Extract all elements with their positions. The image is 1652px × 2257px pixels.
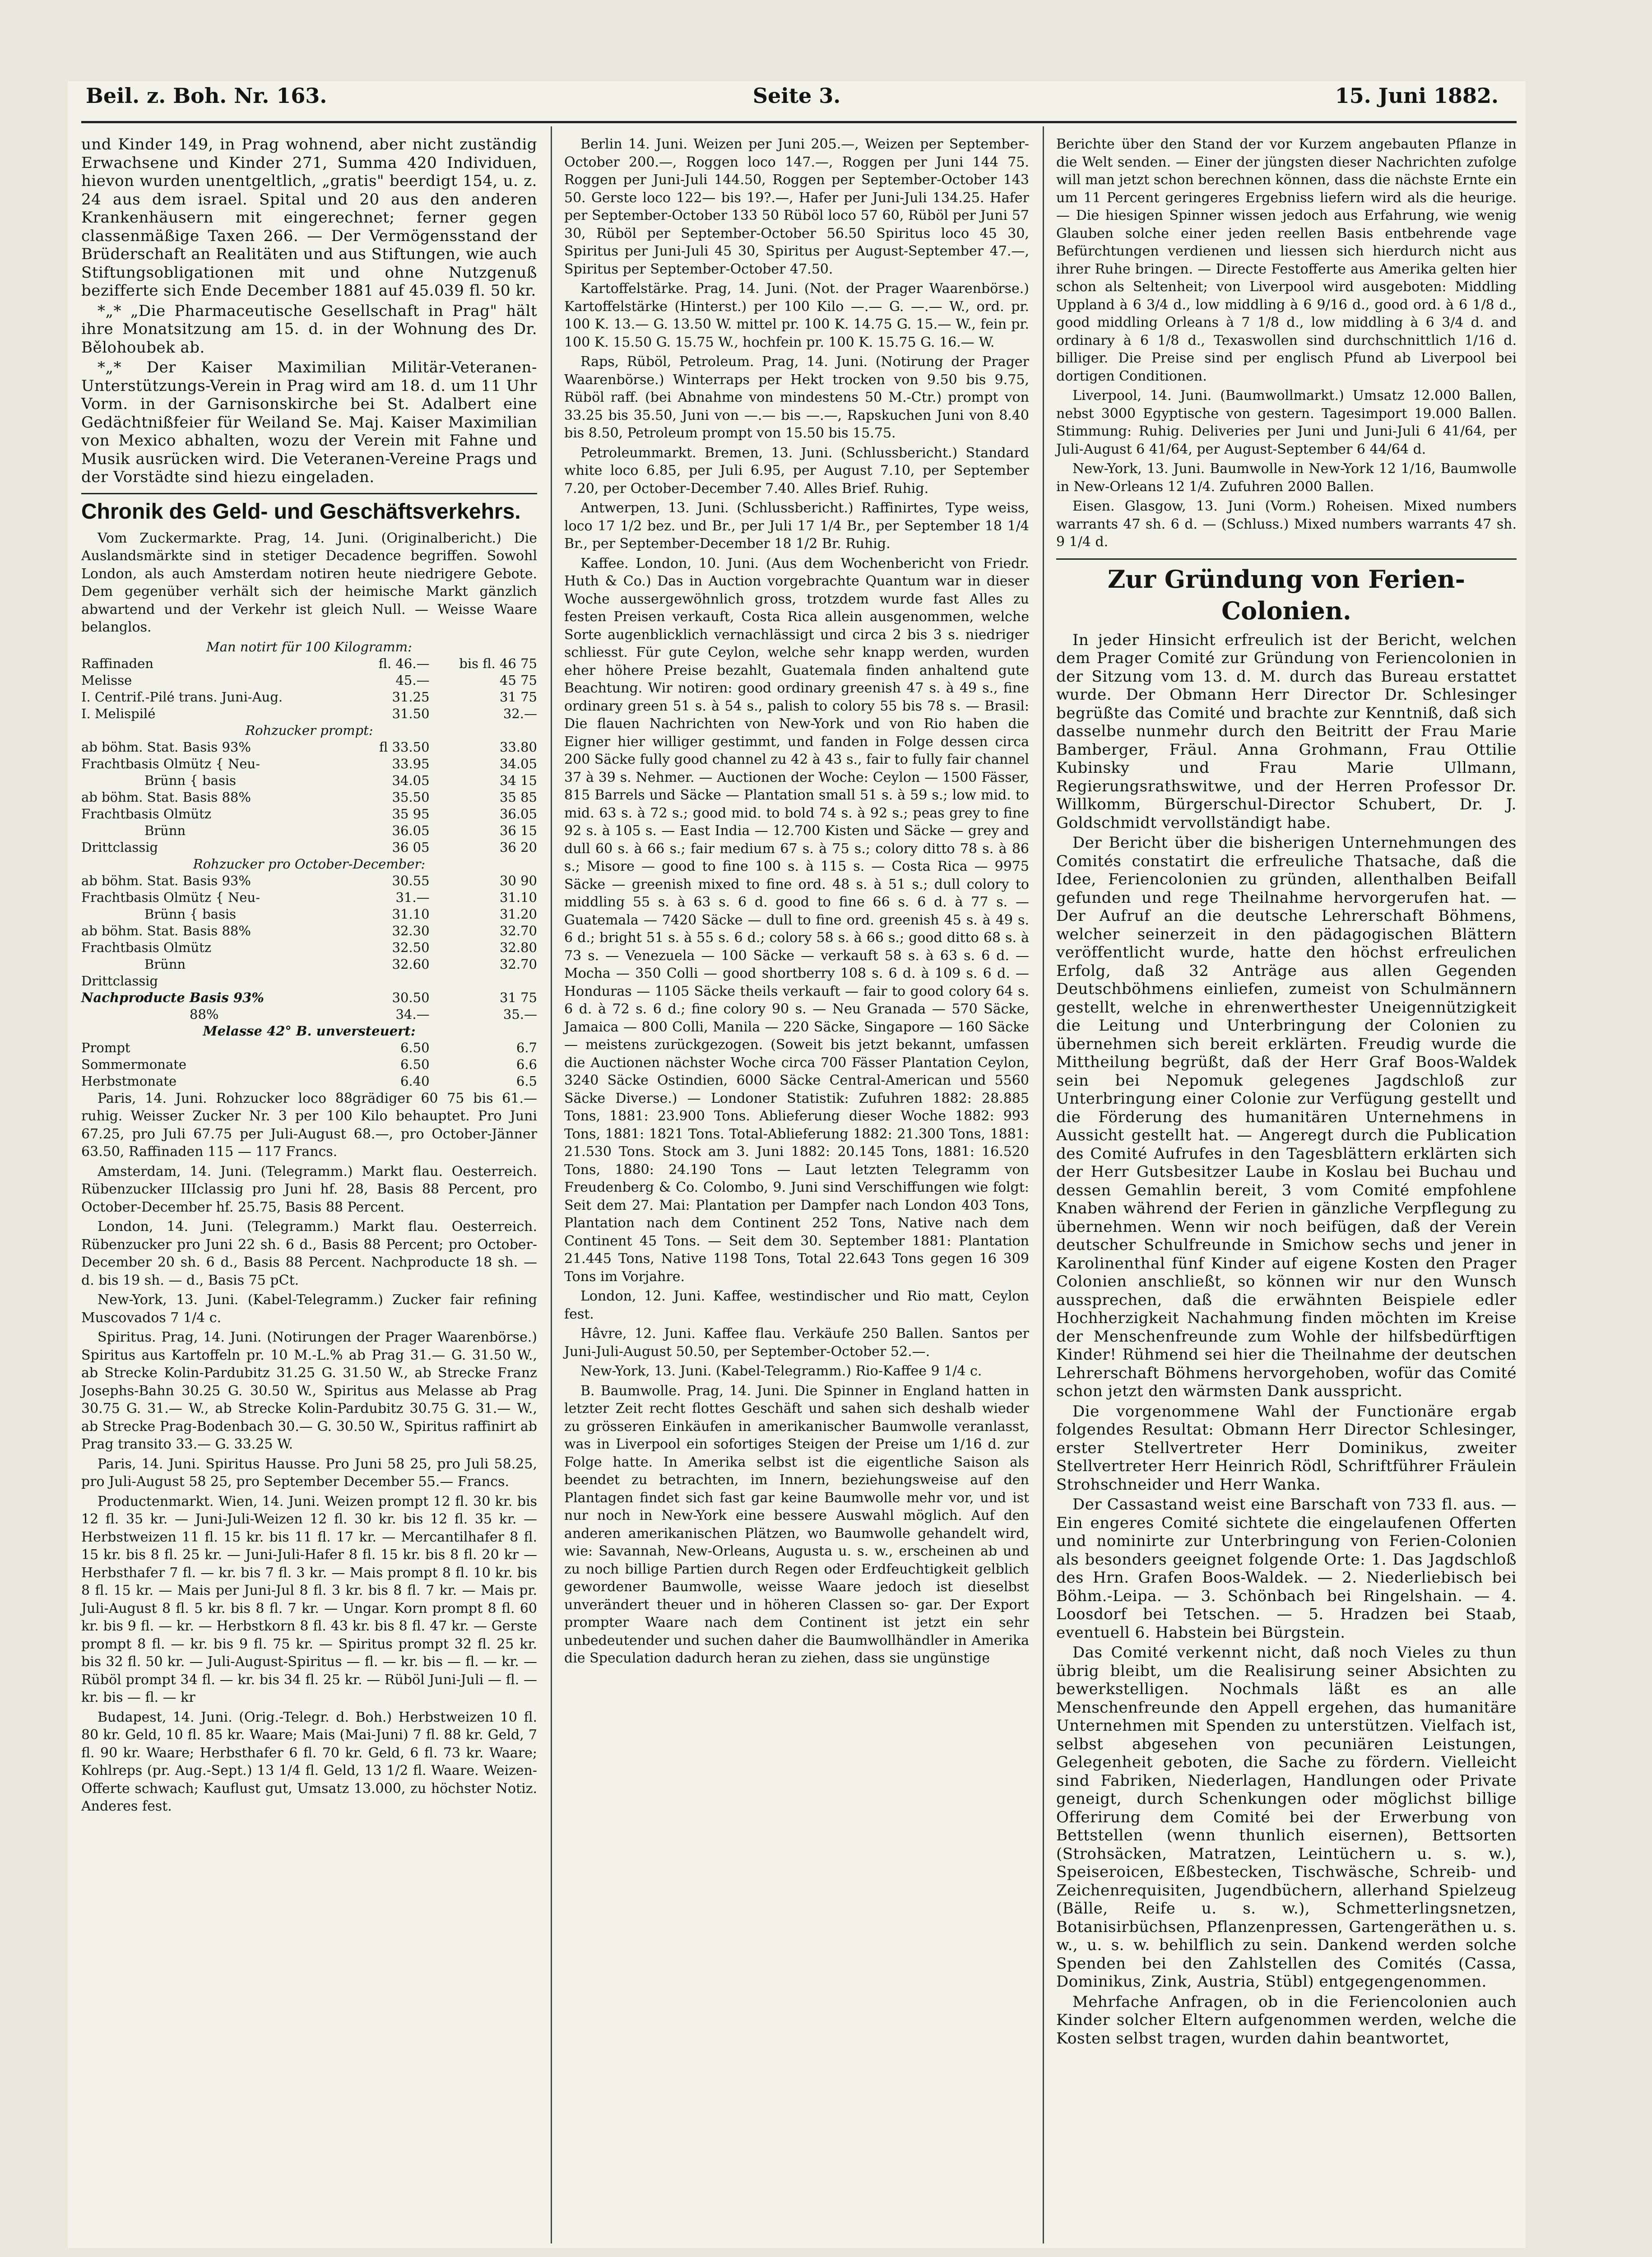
article-text: Antwerpen, 13. Juni. (Schlussbericht.) Raffinirtes, Type weiss, loco 17 1/2 bez. und Br., per Juli 17 1/4 Br., per September 18 1/4 Br., per September-December 18 1/2 Br. Ruhig.	[564, 500, 1029, 552]
column-3	[1056, 135, 1517, 2049]
table-row: ab böhm. Stat. Basis 93% fl 33.50 33.80	[81, 739, 537, 755]
article-text: Kartoffelstärke. Prag, 14. Juni. (Not. der Prager Waarenbörse.) Kartoffelstärke (Hinterst.) per 100 Kilo —.— G. —.— W., ord. pr. 100 K. 13.— G. 13.50 W. mittel pr. 100 K. 14.75 G. 15.— W., fein pr. 100 K. 15.50 G. 15.75 W., hochfein pr. 100 K. 15.75 G. 16.— W.	[564, 281, 1029, 350]
article-text: London, 12. Juni. Kaffee, westindischer und Rio matt, Ceylon fest.	[564, 1288, 1029, 1322]
article-text: Amsterdam, 14. Juni. (Telegramm.) Markt flau. Oesterreich. Rübenzucker IIIclassig pro Juni hf. 28, Basis 88 Percent, pro October-December hf. 25.75, Basis 88 Percent.	[81, 1163, 537, 1215]
article-text: Paris, 14. Juni. Rohzucker loco 88grädiger 60 75 bis 61.— ruhig. Weisser Zucker Nr. 3 per 100 Kilo behauptet. Pro Juni 67.25, pro Juli 67.75 per Juli-August 68.—, pro October-Jänner 63.50, Raffinaden 115 — 117 Francs.	[81, 1090, 537, 1160]
table-subheading: Rohzucker pro October-December:	[193, 856, 426, 872]
table-row: ab böhm. Stat. Basis 93% 30.55 30 90	[81, 873, 537, 888]
table-row: Drittclassig 36 05 36 20	[81, 839, 537, 855]
article-text: Raps, Rüböl, Petroleum. Prag, 14. Juni. (Notirung der Prager Waarenbörse.) Winterraps per Hekt trocken von 9.50 bis 9.75, Rüböl raff. (bei Abnahme von mindestens 50 M.-Ctr.) prompt von 33.25 bis 35.50, Juni von —.— bis —.—, Rapskuchen Juni von 8.40 bis 8.50, Petroleum prompt von 15.50 bis 15.75.	[564, 354, 1029, 441]
table-row: Herbstmonate 6.40 6.5	[81, 1073, 537, 1089]
article-text: und Kinder 149, in Prag wohnend, aber nicht zuständig Erwachsene und Kinder 271, Summa 420 Individuen, hievon wurden unentgeltlich, „gratis" beerdigt 154, u. z. 24 aus dem israel. Spital und 20 aus den anderen Krankenhäusern mit eingerechnet; ferner gegen classenmäßige Taxen 266. — Der Vermögensstand der Brüderschaft an Realitäten und aus Stiftungen, wie auch Stiftungsobligationen mit und ohne Nutzgenuß bezifferte sich Ende December 1881 auf 45.039 fl. 50 kr.	[81, 135, 537, 300]
article-text: Spiritus. Prag, 14. Juni. (Notirungen der Prager Waarenbörse.) Spiritus aus Kartoffeln pr. 10 M.-L.% ab Prag 31.— G. 31.50 W., ab Strecke Kolin-Pardubitz 31.25 G. 31.50 W., ab Strecke Franz Josephs-Bahn 30.25 G. 30.50 W., Spiritus aus Melasse ab Prag 30.75 G. 31.— W., ab Strecke Kolin-Pardubitz 30.75 G. 31.— W., ab Strecke Prag-Bodenbach 30.— G. 30.50 W., Spiritus raffinirt ab Prag transito 33.— G. 33.25 W.	[81, 1329, 537, 1452]
header-rule	[81, 121, 1517, 123]
table-row: Brünn { basis 34.05 34 15	[144, 772, 537, 788]
issue-label: Beil. z. Boh. Nr. 163.	[86, 84, 327, 108]
table-row: I. Centrif.-Pilé trans. Juni-Aug. 31.25 31 75	[81, 689, 537, 705]
article-text: New-York, 13. Juni. (Kabel-Telegramm.) Zucker fair refining Muscovados 7 1/4 c.	[81, 1292, 537, 1326]
table-subheading: Melasse 42° B. unversteuert:	[203, 1023, 416, 1039]
article-text: New-York, 13. Juni. Baumwolle in New-York 12 1/16, Baumwolle in New-Orleans 12 1/4. Zufuhren 2000 Ballen.	[1056, 461, 1517, 495]
article-text: *„* „Die Pharmaceutische Gesellschaft in Prag" hält ihre Monatsitzung am 15. d. in der Wohnung des Dr. Bělohoubek ab.	[81, 302, 537, 357]
page-header	[68, 79, 1526, 115]
article-text: Hâvre, 12. Juni. Kaffee flau. Verkäufe 250 Ballen. Santos per Juni-Juli-August 50.50, per September-October 52.—.	[564, 1326, 1029, 1360]
table-row: ab böhm. Stat. Basis 88% 35.50 35 85	[81, 789, 537, 805]
table-row: Nachproducte Basis 93% 30.50 31 75	[81, 989, 537, 1005]
article-text: *„* Der Kaiser Maximilian Militär-Veteranen-Unterstützungs-Verein in Prag wird am 18. d. um 11 Uhr Vorm. in der Garnisonskirche bei St. Adalbert eine Gedächtnißfeier für Weiland Se. Maj. Kaiser Maximilian von Mexico abhalten, wozu der Verein mit Fahne und Musik ausrücken wird. Die Veteranen-Vereine Prags und der Vorstädte sind hiezu eingeladen.	[81, 358, 537, 486]
table-caption: Man notirt für 100 Kilogramm:	[206, 639, 412, 655]
table-row: Brünn 32.60 32.70	[144, 956, 537, 972]
table-row: Raffinaden fl. 46.— bis fl. 46 75	[81, 655, 537, 671]
article-text: Vom Zuckermarkte. Prag, 14. Juni. (Originalbericht.) Die Auslandsmärkte sind in stetiger Decadence begriffen. Sowohl London, als auch Amsterdam notiren heute niedrigere Gebote. Dem gegenüber verhält sich der heimische Markt gänzlich abwartend und der Verkehr ist gleich Null. — Weisse Waare belanglos.	[81, 530, 537, 635]
column-divider-2	[1043, 126, 1044, 2243]
article-text: New-York, 13. Juni. (Kabel-Telegramm.) Rio-Kaffee 9 1/4 c.	[580, 1363, 982, 1379]
page-number: Seite 3.	[752, 84, 841, 108]
article-text: Budapest, 14. Juni. (Orig.-Telegr. d. Boh.) Herbstweizen 10 fl. 80 kr. Geld, 10 fl. 85 kr. Waare; Mais (Mai-Juni) 7 fl. 88 kr. Geld, 7 fl. 90 kr. Waare; Herbsthafer 6 fl. 70 kr. Geld, 6 fl. 73 kr. Waare; Kohlreps (pr. Aug.-Sept.) 13 1/4 fl. Geld, 13 1/2 fl. Waare. Weizen-Offerte schwach; Kauflust gut, Umsatz 13.000, zu höchster Notiz. Anderes fest.	[81, 1709, 537, 1814]
article-text: Der Cassastand weist eine Barschaft von 733 fl. aus. — Ein engeres Comité sichtete die eingelaufenen Offerten und nominirte zur Unterbringung von Ferien-Colonien als besonders geeignet folgende Orte: 1. Das Jagdschloß des Hrn. Grafen Boos-Waldek. — 2. Niederliebisch bei Böhm.-Leipa. — 3. Schönbach bei Ringelshain. — 4. Loosdorf bei Tetschen. — 5. Hradzen bei Staab, eventuell 6. Habstein bei Bürgstein.	[1056, 1495, 1517, 1642]
column-2	[564, 135, 1029, 1669]
table-row: ab böhm. Stat. Basis 88% 32.30 32.70	[81, 923, 537, 938]
table-subheading: Rohzucker prompt:	[245, 722, 373, 738]
article-text: Berlin 14. Juni. Weizen per Juni 205.—, Weizen per September-October 200.—, Roggen loco 147.—, Roggen per Juni 144 75. Roggen per Juni-Juli 144.50, Roggen per September-October 143 50. Gerste loco 122— bis 19?.—, Hafer per Juni-Juli 134.25. Hafer per September-October 133 50 Rüböl loco 57 60, Rüböl per Juni 57 30, Rüböl per September-October 56.50 Spiritus loco 45 30, Spiritus per Juni-Juli 45 30, Spiritus per August-September 47.—, Spiritus per September-October 47.50.	[564, 136, 1029, 277]
article-text: Liverpool, 14. Juni. (Baumwollmarkt.) Umsatz 12.000 Ballen, nebst 3000 Egyptische von gestern. Tagesimport 19.000 Ballen. Stimmung: Ruhig. Deliveries per Juni und Juni-Juli 6 41/64, per Juli-August 6 41/64, per August-September 6 44/64 d.	[1056, 388, 1517, 457]
table-row: Brünn 36.05 36 15	[144, 822, 537, 838]
table-row: Brünn { basis 31.10 31.20	[144, 906, 537, 922]
article-text: Eisen. Glasgow, 13. Juni (Vorm.) Roheisen. Mixed numbers warrants 47 sh. 6 d. — (Schluss.) Mixed numbers warrants 47 sh. 9 1/4 d.	[1056, 498, 1517, 550]
article-text: Berichte über den Stand der vor Kurzem angebauten Pflanze in die Welt senden. — Einer der jüngsten dieser Nachrichten zufolge will man jetzt schon berechnen können, dass die nächste Ernte ein um 11 Percent geringeres Ergebniss liefern wird als die heurige. — Die hiesigen Spinner wissen jedoch aus Erfahrung, wie wenig Glauben solche einer jeden reellen Basis entbehrende vage Befürchtungen verdienen und liessen sich hierdurch nicht aus ihrer Ruhe bringen. — Directe Festofferte aus Amerika gelten hier schon als Seltenheit; von Liverpool wird ausgeboten: Middling Uppland à 6 3/4 d., low middling à 6 9/16 d., good ord. à 6 1/8 d., good middling Orleans à 7 1/8 d., low middling à 6 3/4 d. and ordinary à 6 1/8 d., Texaswollen sind durchschnittlich 1/16 d. billiger. Die Preise sind per englisch Pfund ab Liverpool bei dortigen Conditionen.	[1056, 136, 1517, 384]
article-text: B. Baumwolle. Prag, 14. Juni. Die Spinner in England hatten in letzter Zeit recht flottes Geschäft und sahen sich deshalb wieder zu grösseren Einkäufen in amerikanischer Baumwolle veranlasst, was in Liverpool ein sofortiges Steigen der Preise um 1/16 d. zur Folge hatte. In Amerika selbst ist die eigentliche Saison als beendet zu betrachten, im Innern, beziehungsweise auf den Plantagen findet sich fast gar keine Baumwolle mehr vor, und ist nur noch in New-York eine bessere Auswahl möglich. Auf den anderen amerikanischen Plätzen, wo Baumwolle gehandelt wird, wie: Savannah, New-Orleans, Augusta u. s. w., erscheinen ab und zu noch billige Partien durch Regen oder Erdfeuchtigkeit gelblich gewordener Baumwolle, weisse Waare jedoch ist dieselbst unverändert theuer und in höheren Classen so- gar. Der Export prompter Waare nach dem Continent ist jetzt ein sehr unbedeutender und suchen daher die Baumwollhändler in Amerika die Speculation dadurch heran zu ziehen, dass sie ungünstige	[564, 1383, 1029, 1666]
article-text: Der Bericht über die bisherigen Unternehmungen des Comités constatirt die erfreuliche Thatsache, daß die Idee, Feriencolonien zu gründen, allenthalben Beifall gefunden und rege Theilnahme hervorgerufen hat. — Der Aufruf an die deutsche Lehrerschaft Böhmens, welcher seinerzeit in den pädagogischen Blättern veröffentlicht wurde, hatte den höchst erfreulichen Erfolg, daß 32 Anträge aus allen Gegenden Deutschböhmens einliefen, zumeist von Schulmännern gestellt, welche in ehrenwerthester Uneigennützigkeit die Leitung und Unterbringung der Colonien zu übernehmen sich bereit erklärten. Freudig wurde die Mittheilung begrüßt, daß der Herr Graf Boos-Waldek sein bei Nepomuk gelegenes Jagdschloß zur Unterbringung einer Colonie zur Verfügung gestellt und die Förderung des humanitären Unternehmens in Aussicht gestellt hat. — Angeregt durch die Publication des Comité Aufrufes in den Tagesblättern erklärten sich der Herr Gutsbesitzer Laube in Koslau bei Buchau und dessen Gemahlin bereit, 3 vom Comité empfohlene Knaben während der Ferien in gänzliche Verpflegung zu übernehmen. Wenn wir noch beifügen, daß der Verein deutscher Schulfreunde in Smichow sechs und jener in Karolinenthal fünf Kinder auf eigene Kosten den Prager Colonien anschließt, so können wir nur den Wunsch aussprechen, daß die erwähnten Beispiele edler Hochherzigkeit Nachahmung finden möchten im Kreise der Menschenfreunde zum Wohle der hilfsbedürftigen Kinder! Rühmend sei hier die Theilnahme der deutschen Lehrerschaft Böhmens hervorgehoben, wofür das Comité schon jetzt den wärmsten Dank ausspricht.	[1056, 834, 1517, 1400]
table-row: Frachtbasis Olmütz { Neu- 33.95 34.05	[81, 756, 537, 771]
article-text: Paris, 14. Juni. Spiritus Hausse. Pro Juni 58 25, pro Juli 58.25, pro Juli-August 58 25, pro September December 55.— Francs.	[81, 1456, 537, 1490]
table-row: Frachtbasis Olmütz 35 95 36.05	[81, 806, 537, 822]
article-text: In jeder Hinsicht erfreulich ist der Bericht, welchen dem Prager Comité zur Gründung von Feriencolonien in der Sitzung vom 13. d. M. durch das Bureau erstattet wurde. Der Obmann Herr Director Dr. Schlesinger begrüßte das Comité und brachte zur Kenntniß, daß sich dasselbe nunmehr durch den Beitritt der Frau Marie Bamberger, Fräul. Anna Grohmann, Frau Ottilie Kubinsky und Frau Marie Ullmann, Regierungsrathswitwe, und der Herren Professor Dr. Willkomm, Bürgerschul-Director Schubert, Dr. J. Goldschmidt vervollständigt habe.	[1056, 631, 1517, 832]
article-text: Kaffee. London, 10. Juni. (Aus dem Wochenbericht von Friedr. Huth & Co.) Das in Auction vorgebrachte Quantum war in dieser Woche aussergewöhnlich gross, trotzdem wurde fast Alles zu festen Preisen verkauft, Costa Rica allein ausgenommen, welche Sorte augenblicklich vernachlässigt und circa 2 bis 3 s. niedriger schliesst. Für gute Ceylon, welche sehr knapp werden, wurden eher höhere Preise bezahlt, Guatemala finden anhaltend gute Beachtung. Wir notiren: good ordinary greenish 47 s. à 49 s., fine ordinary green 51 s. à 54 s., palish to colory 55 bis 78 s. — Brasil: Die flauen Nachrichten von New-York und von Rio haben die Eigner hier williger gestimmt, und fanden in Folge dessen circa 200 Säcke fully good channel zu 42 à 43 s., fair to fully fair channel 37 à 39 s. Nehmer. — Auctionen der Woche: Ceylon — 1500 Fässer, 815 Barrels und Säcke — Plantation small 51 s. à 59 s.; low mid. to mid. 63 s. à 72 s.; good mid. to bold 74 s. à 92 s.; peas grey to fine 92 s. à 105 s. — East India — 12.700 Kisten und Säcke — grey and dull 60 s. à 66 s.; fair medium 67 s. à 75 s.; colory ditto 78 s. à 86 s.; Misore — good to fine 100 s. à 115 s. — Costa Rica — 9975 Säcke — greenish mixed to fine ord. 48 s. à 51 s.; dull colory to middling 55 s. à 63 s. 6 d. good to fine 66 s. 6 d. à 77 s. — Guatemala — 7420 Säcke — dull to fine ord. greenish 45 s. à 49 s. 6 d.; bright 51 s. à 55 s. 6 d.; colory 58 s. à 66 s.; good ditto 68 s. à 73 s. — Venezuela — 100 Säcke — verkauft 58 s. à 63 s. 6 d. — Mocha — 350 Colli — good shortberry 108 s. 6 d. à 109 s. 6 d. — Honduras — 1105 Säcke theils verkauft — fair to good colory 64 s. 6 d. à 72 s. 6 d.; fine colory 90 s. — Neu Granada — 570 Säcke, Jamaica — 800 Colli, Manila — 220 Säcke, Singapore — 160 Säcke — meistens zurückgezogen. (Soweit bis jetzt bekannt, umfassen die Auctionen nächster Woche circa 700 Fässer Plantation Ceylon, 3240 Säcke Ostindien, 6000 Säcke Central-American und 5560 Säcke Diverse.) — Londoner Statistik: Zufuhren 1882: 28.885 Tons, 1881: 23.900 Tons. Ablieferung dieser Woche 1882: 993 Tons, 1881: 1821 Tons. Total-Ablieferung 1882: 21.300 Tons, 1881: 21.530 Tons. Stock am 3. Juni 1882: 20.145 Tons, 1881: 16.520 Tons, 1880: 24.190 Tons — Laut letzten Telegramm von Freudenberg & Co. Colombo, 9. Juni sind Verschiffungen wie folgt: Seit dem 27. Mai: Plantation per Dampfer nach London 403 Tons, Plantation nach dem Continent 252 Tons, Native nach dem Continent 45 Tons. — Seit dem 30. September 1881: Plantation 21.445 Tons, Native 1198 Tons, Total 22.643 Tons gegen 16 309 Tons im Vorjahre.	[564, 555, 1029, 1285]
table-row: Frachtbasis Olmütz 32.50 32.80	[81, 939, 537, 955]
article-text: Productenmarkt. Wien, 14. Juni. Weizen prompt 12 fl. 30 kr. bis 12 fl. 35 kr. — Juni-Juli-Weizen 12 fl. 30 kr. bis 12 fl. 35 kr. — Herbstweizen 11 fl. 15 kr. bis 11 fl. 17 kr. — Mercantilhafer 8 fl. 15 kr. bis 8 fl. 25 kr. — Juni-Juli-Hafer 8 fl. 15 kr. bis 8 fl. 20 kr — Herbsthafer 7 fl. — kr. bis 7 fl. 3 kr. — Mais prompt 8 fl. 10 kr. bis 8 fl. 15 kr. — Mais per Juni-Jul 8 fl. 3 kr. bis 8 fl. 7 kr. — Mais pr. Juli-August 8 fl. 5 kr. bis 8 fl. 7 kr. — Ungar. Korn prompt 8 fl. 60 kr. bis 9 fl. — kr. — Herbstkorn 8 fl. 43 kr. bis 8 fl. 47 kr. — Gerste prompt 8 fl. — kr. bis 9 fl. 75 kr. — Spiritus prompt 32 fl. 25 kr. bis 32 fl. 50 kr. — Juli-August-Spiritus — fl. — kr. bis — fl. — kr. — Rüböl prompt 34 fl. — kr. bis 34 fl. 25 kr. — Rüböl Juni-Juli — fl. — kr. bis — fl. — kr	[81, 1493, 537, 1705]
column-divider-1	[551, 126, 552, 2243]
article-text: Petroleummarkt. Bremen, 13. Juni. (Schlussbericht.) Standard white loco 6.85, per Juli 6.95, per August 7.10, per September 7.20, per October-December 7.40. Alles Brief. Ruhig.	[564, 445, 1029, 497]
table-row: Frachtbasis Olmütz { Neu- 31.— 31.10	[81, 889, 537, 905]
article-text: Das Comité verkennt nicht, daß noch Vieles zu thun übrig bleibt, um die Realisirung seiner Absichten zu bewerkstelligen. Nochmals läßt es an alle Menschenfreunde den Appell ergehen, das humanitäre Unternehmen mit Spenden zu unterstützen. Vielfach ist, selbst abgesehen von pecuniären Leistungen, Gelegenheit geboten, die Sache zu fördern. Vielleicht sind Fabriken, Niederlagen, Handlungen oder Private geneigt, durch Schenkungen oder möglichst billige Offerirung dem Comité bei der Erwerbung von Bettstellen (wenn thunlich eisernen), Bettsorten (Strohsäcken, Matratzen, Leintüchern u. s. w.), Speiseroicen, Eßbestecken, Tischwäsche, Schreib- und Zeichenrequisiten, Jugendbüchern, allerhand Spielzeug (Bälle, Reife u. s. w.), Schmetterlingsnetzen, Botanisirbüchsen, Pflanzenpressen, Gartengeräthen u. s. w., u. s. w. behilflich zu sein. Dankend werden solche Spenden bei den Zahlstellen des Comités (Cassa, Dominikus, Zink, Austria, Stübl) entgegengenommen.	[1056, 1644, 1517, 1991]
article-text: London, 14. Juni. (Telegramm.) Markt flau. Oesterreich. Rübenzucker pro Juni 22 sh. 6 d., Basis 88 Percent; pro October-December 20 sh. 6 d., Basis 88 Percent. Nachproducte 18 sh. — d. bis 19 sh. — d., Basis 75 pCt.	[81, 1219, 537, 1288]
issue-date: 15. Juni 1882.	[1335, 84, 1499, 108]
column-1	[81, 135, 537, 1817]
section-title: Chronik des Geld- und Geschäftsverkehrs.	[81, 493, 537, 526]
table-row: Sommermonate 6.50 6.6	[81, 1056, 537, 1072]
table-row: Drittclassig	[81, 973, 158, 989]
article-text: Mehrfache Anfragen, ob in die Feriencolonien auch Kinder solcher Eltern aufgenommen werden, welche die Kosten selbst tragen, wurden dahin beantwortet,	[1056, 1992, 1517, 2048]
table-row: Prompt 6.50 6.7	[81, 1040, 537, 1055]
article-text: Die vorgenommene Wahl der Functionäre ergab folgendes Resultat: Obmann Herr Director Schlesinger, erster Stellvertreter Herr Dominikus, zweiter Stellvertreter Herr Heinrich Rödl, Schriftführer Fräulein Strohschneider und Herr Wanka.	[1056, 1402, 1517, 1494]
table-row: 88% 34.— 35.—	[190, 1006, 537, 1022]
table-row: I. Melispilé 31.50 32.—	[81, 706, 537, 721]
table-row: Melisse 45.— 45 75	[81, 672, 537, 688]
price-table	[81, 655, 537, 1090]
section-title: Zur Gründung von Ferien-Colonien.	[1056, 558, 1517, 627]
